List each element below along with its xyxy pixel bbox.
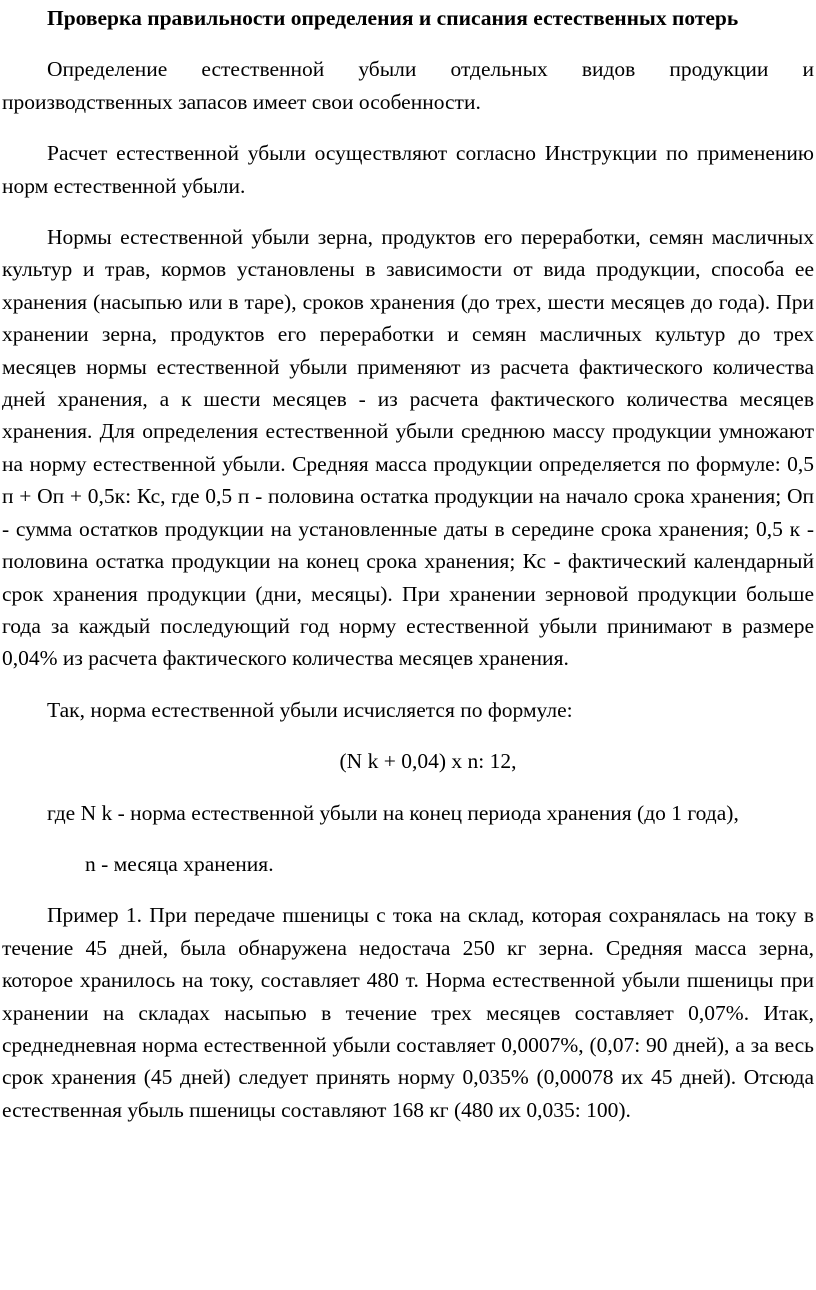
paragraph-formula-legend: где N k - норма естественной убыли на конец периода хранения (до 1 года), (47, 800, 739, 825)
paragraph-n-definition: n - месяца хранения. (85, 851, 274, 876)
paragraph-example-1: Пример 1. При передаче пшеницы с тока на склад, которая сохранялась на току в течение 45 дней, была обнаружена недостача 250 кг зерна. Средняя масса зерна, которое хранилось на току, составляет 480 т. Норма естественной убыли пшеницы при хранении на складах насыпью в течение трех месяцев составляет 0,07%. Итак, среднедневная норма естественной убыли составляет 0,0007%, (0,07: 90 дней), а за весь срок хранения (45 дней) следует принять норму 0,035% (0,00078 их 45 дней). Отсюда естественная убыль пшеницы составляют 168 кг (480 их 0,035: 100). (2, 903, 814, 1122)
paragraph-norms: Нормы естественной убыли зерна, продуктов его переработки, семян масличных культур и трав, кормов установлены в зависимости от вида продукции, способа ее хранения (насыпью или в таре), сроков хранения (до трех, шести месяцев до года). При хранении зерна, продуктов его переработки и семян масличных культур до трех месяцев нормы естественной убыли применяют из расчета фактического количества дней хранения, а к шести месяцев - из расчета фактического количества месяцев хранения. Для определения естественной убыли среднюю массу продукции умножают на норму естественной убыли. Средняя масса продукции определяется по формуле: 0,5 п + Оп + 0,5к: Кс, где 0,5 п - половина остатка продукции на начало срока хранения; Оп - сумма остатков продукции на установленные даты в середине срока хранения; 0,5 к - половина остатка продукции на конец срока хранения; Кс - фактический календарный срок хранения продукции (дни, месяцы). При хранении зерновой продукции больше года за каждый последующий год норму естественной убыли принимают в размере 0,04% из расчета фактического количества месяцев хранения. (2, 225, 814, 671)
paragraph-instruction: Расчет естественной убыли осуществляют согласно Инструкции по применению норм естественной убыли. (2, 141, 814, 198)
paragraph-intro: Определение естественной убыли отдельных видов продукции и производственных запасов имеет свои особенности. (2, 57, 814, 114)
formula: (N k + 0,04) х n: 12, (339, 749, 517, 774)
document-title: Проверка правильности определения и списания естественных потерь (47, 6, 739, 30)
paragraph-formula-intro: Так, норма естественной убыли исчисляется по формуле: (47, 697, 573, 722)
